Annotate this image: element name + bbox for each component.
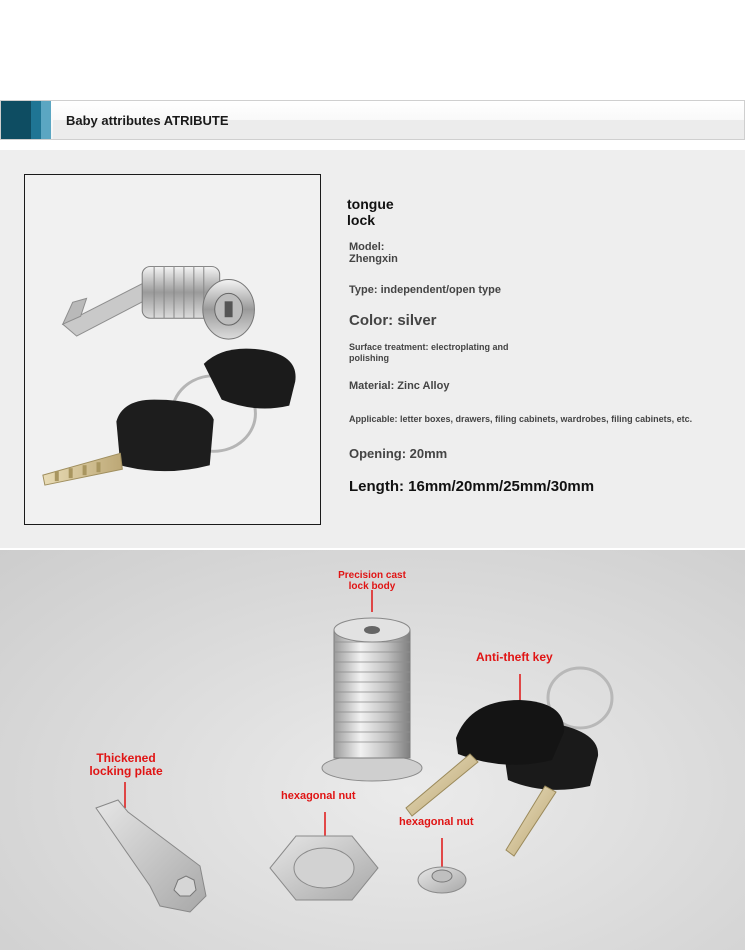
section-title: Baby attributes ATRIBUTE (66, 113, 229, 128)
callout-key: Anti-theft key (476, 650, 553, 664)
callout-lock-body: Precision cast lock body (338, 570, 406, 592)
header-accent-strip (41, 101, 51, 139)
spec-material: Material: Zinc Alloy (349, 380, 450, 392)
spec-length: Length: 16mm/20mm/25mm/30mm (349, 478, 595, 495)
spec-color: Color: silver (349, 312, 437, 329)
product-name: tongue lock (347, 196, 394, 228)
spec-opening: Opening: 20mm (349, 446, 448, 461)
spec-surface: Surface treatment: electroplating and polishing (349, 342, 509, 363)
spec-applicable: Applicable: letter boxes, drawers, filing cabinets, wardrobes, filing cabinets, etc. (349, 414, 693, 424)
spec-type: Type: independent/open type (349, 284, 501, 296)
section-header (0, 100, 745, 140)
header-accent-strip (1, 101, 31, 139)
spec-list (347, 196, 727, 495)
product-photo (24, 174, 321, 525)
callout-hex-nut-small: hexagonal nut (399, 816, 474, 828)
header-accent-strip (31, 101, 41, 139)
parts-section (0, 550, 745, 950)
spec-model: Model: Zhengxin (349, 241, 398, 265)
attributes-section (0, 150, 745, 548)
parts-illustration (0, 550, 745, 950)
cam-lock-illustration (25, 175, 320, 524)
callout-locking-plate: Thickened locking plate (89, 751, 163, 778)
callout-hex-nut-large: hexagonal nut (281, 790, 356, 802)
